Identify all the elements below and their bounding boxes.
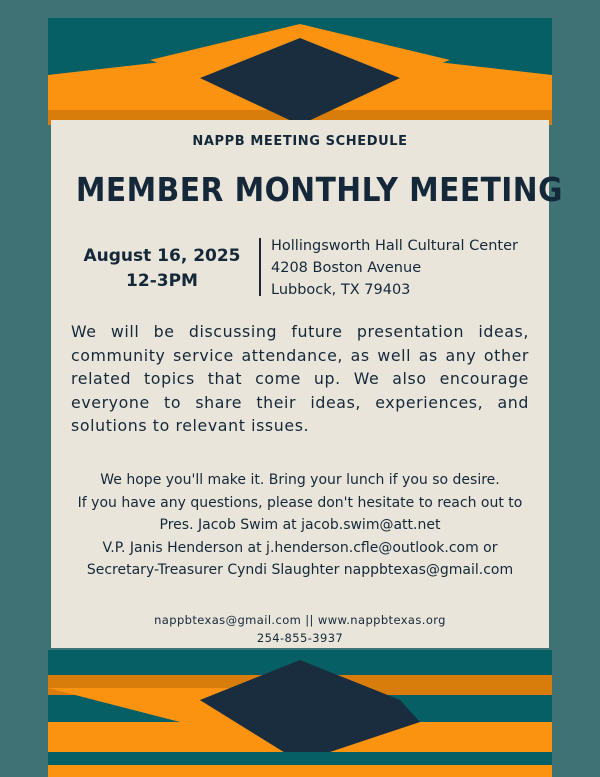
venue-name: Hollingsworth Hall Cultural Center [271,238,518,254]
closing-line-2: If you have any questions, please don't hesitate to reach out to [77,494,523,511]
vice-president-contact: V.P. Janis Henderson at j.henderson.cfle@outlook.com or [102,539,498,556]
meeting-title: MEMBER MONTHLY MEETING [75,170,563,209]
secretary-contact: Secretary-Treasurer Cyndi Slaughter nappbtexas@gmail.com [86,562,514,578]
president-contact: Pres. Jacob Swim at jacob.swim@att.net [159,517,441,533]
venue-address [271,235,541,301]
date-time-block [77,244,247,294]
flyer-card [51,120,563,648]
meeting-date: August 16, 2025 [83,246,241,266]
vertical-divider [259,238,261,296]
closing-message [51,469,549,582]
closing-line-1: We hope you'll make it. Bring your lunch if you so desire. [100,472,500,488]
footer-email-website: nappbtexas@gmail.com || www.nappbtexas.org [154,613,446,627]
venue-city: Lubbock, TX 79403 [271,282,411,298]
schedule-kicker: NAPPB MEETING SCHEDULE [192,134,408,149]
footer-contact [51,611,549,647]
bottom-decoration [0,640,600,777]
meeting-time: 12-3PM [126,271,198,291]
venue-street: 4208 Boston Avenue [271,260,422,276]
footer-phone: 254-855-3937 [256,631,344,645]
top-decoration [0,0,600,140]
meeting-description: We will be discussing future presentation ideas, community service attendance, as well as any other related topics that come up. We also encourage everyone to share their ideas, experiences, and solutions to relevant issues. [71,322,529,435]
